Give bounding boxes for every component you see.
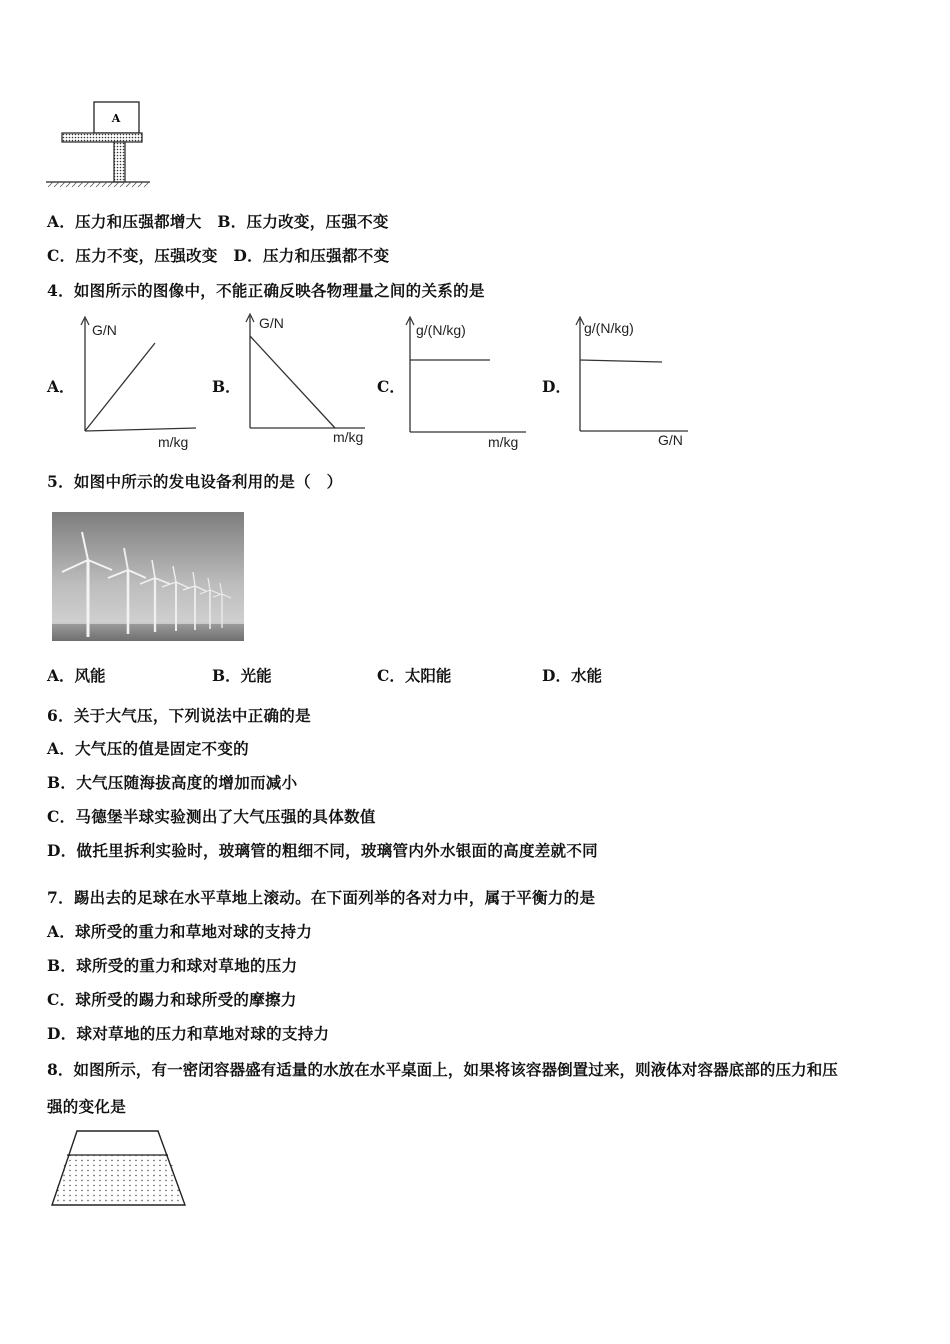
data-line bbox=[580, 360, 662, 362]
shelf-leg bbox=[114, 142, 125, 182]
container-figure bbox=[50, 1128, 188, 1208]
block-a-label: A bbox=[111, 112, 121, 125]
q7-stem: 7．踢出去的足球在水平草地上滚动。在下面列举的各对力中，属于平衡力的是 bbox=[47, 888, 596, 907]
q4-graph-a-letter: A． bbox=[47, 377, 75, 396]
data-line bbox=[85, 343, 155, 431]
wind-turbines-photo bbox=[52, 512, 244, 641]
q5-option-b: B．光能 bbox=[212, 666, 272, 685]
q7-option-a: A．球所受的重力和草地对球的支持力 bbox=[47, 922, 313, 941]
q4-graph-b-letter: B． bbox=[212, 377, 241, 396]
q7-option-d: D．球对草地的压力和草地对球的支持力 bbox=[47, 1024, 330, 1043]
q8-stem-line2: 强的变化是 bbox=[47, 1097, 127, 1116]
water bbox=[52, 1155, 185, 1205]
q5-option-d: D．水能 bbox=[542, 666, 602, 685]
q5-option-a: A．风能 bbox=[47, 666, 106, 685]
q6-option-d: D．做托里拆利实验时，玻璃管的粗细不同，玻璃管内外水银面的高度差就不同 bbox=[47, 841, 598, 860]
q4-graph-c bbox=[398, 315, 538, 450]
q3-options-cd: C．压力不变，压强改变 D．压力和压强都不变 bbox=[47, 246, 390, 265]
q4-graph-b bbox=[235, 312, 380, 450]
q5-option-c: C．太阳能 bbox=[377, 666, 452, 685]
q7-option-b: B．球所受的重力和球对草地的压力 bbox=[47, 956, 298, 975]
ground-hatch bbox=[48, 182, 149, 187]
shelf-block-figure bbox=[44, 100, 154, 188]
q8-stem-line1: 8．如图所示，有一密闭容器盛有适量的水放在水平桌面上，如果将该容器倒置过来，则液体对容器底部的压力和压 bbox=[47, 1060, 838, 1079]
q4-graph-d-letter: D． bbox=[542, 377, 571, 396]
y-axis-label: G/N bbox=[259, 315, 284, 331]
y-axis-label: g/(N/kg) bbox=[416, 322, 466, 338]
shelf-top bbox=[62, 133, 142, 142]
q4-graph-c-letter: C． bbox=[377, 377, 405, 396]
x-axis-label: m/kg bbox=[333, 429, 364, 445]
y-axis-label: G/N bbox=[92, 322, 117, 338]
q4-stem: 4．如图所示的图像中，不能正确反映各物理量之间的关系的是 bbox=[47, 281, 485, 300]
q5-stem: 5．如图中所示的发电设备利用的是（ ） bbox=[47, 472, 343, 491]
x-axis bbox=[85, 428, 196, 431]
q3-options-ab: A．压力和压强都增大 B．压力改变，压强不变 bbox=[47, 212, 389, 231]
q6-option-c: C．马德堡半球实验测出了大气压强的具体数值 bbox=[47, 807, 376, 826]
y-axis-label: g/(N/kg) bbox=[584, 320, 634, 336]
q6-option-b: B．大气压随海拔高度的增加而减小 bbox=[47, 773, 298, 792]
q7-option-c: C．球所受的踢力和球所受的摩擦力 bbox=[47, 990, 297, 1009]
x-axis-label: G/N bbox=[658, 432, 683, 448]
x-axis-label: m/kg bbox=[488, 434, 519, 450]
q4-graph-d bbox=[568, 315, 708, 450]
x-axis-label: m/kg bbox=[158, 434, 189, 450]
q4-graph-a bbox=[70, 315, 200, 450]
sea bbox=[52, 624, 244, 641]
q6-stem: 6．关于大气压，下列说法中正确的是 bbox=[47, 706, 311, 725]
q6-option-a: A．大气压的值是固定不变的 bbox=[47, 739, 249, 758]
data-line bbox=[250, 336, 335, 428]
